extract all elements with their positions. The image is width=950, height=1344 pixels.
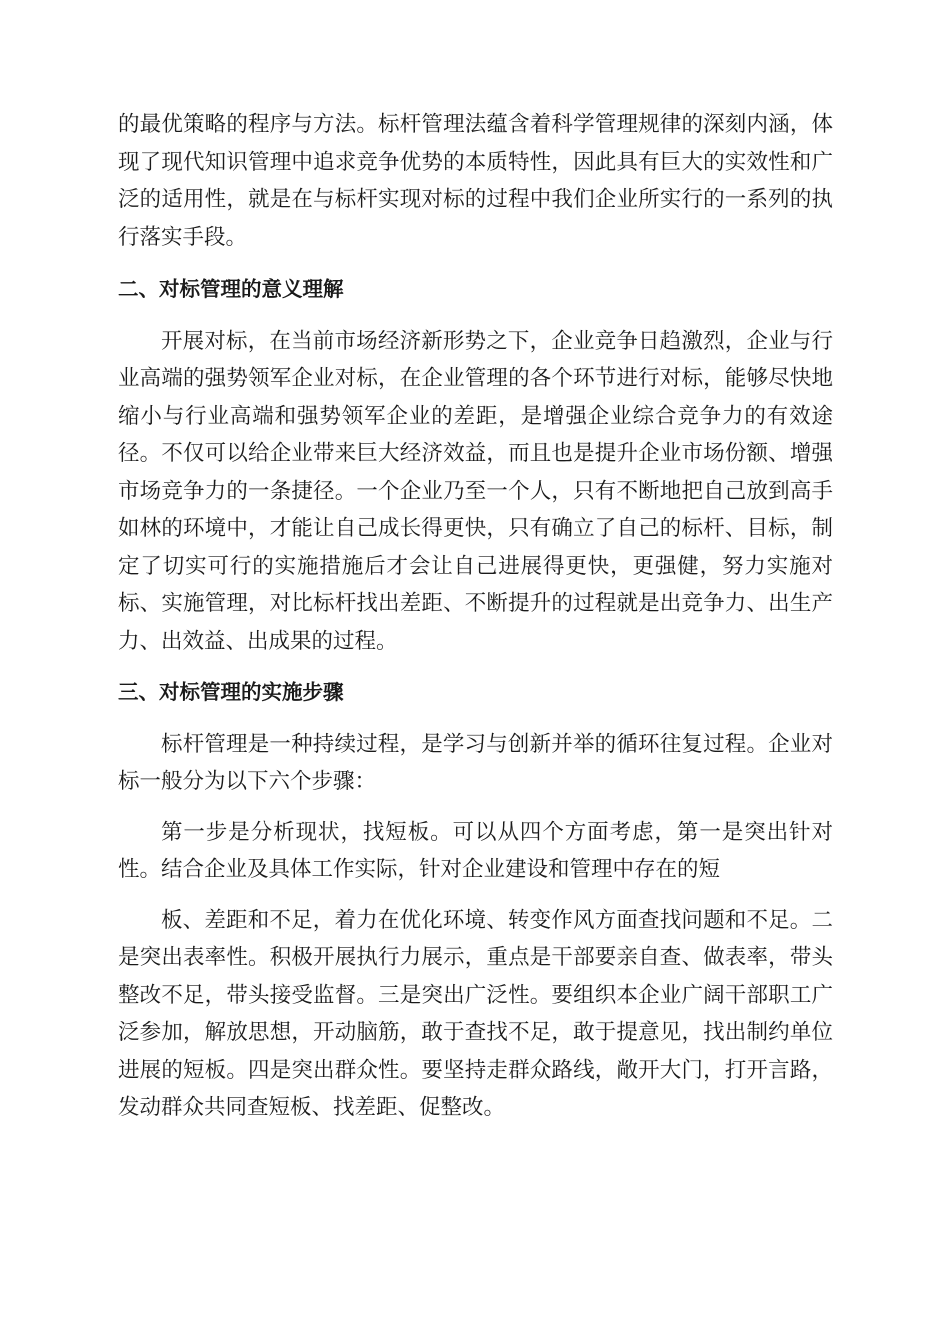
section-heading-2: 二、对标管理的意义理解 — [118, 277, 344, 301]
paragraph-steps-intro: 标杆管理是一种持续过程，是学习与创新并举的循环往复过程。企业对标一般分为以下六个步骤： — [118, 731, 833, 794]
section-heading-3: 三、对标管理的实施步骤 — [118, 680, 344, 704]
document-page — [118, 106, 833, 1127]
paragraph-step-one: 第一步是分析现状，找短板。可以从四个方面考虑，第一是突出针对性。结合企业及具体工作实际，针对企业建设和管理中存在的短 — [118, 819, 833, 882]
paragraph-step-one-continued: 板、差距和不足，着力在优化环境、转变作风方面查找问题和不足。二是突出表率性。积极开展执行力展示，重点是干部要亲自查、做表率，带头整改不足，带头接受监督。三是突出广泛性。要组织本企业广阔干部职工广泛参加，解放思想，开动脑筋，敢于查找不足，敢于提意见，找出制约单位进展的短板。四是突出群众性。要坚持走群众路线，敞开大门，打开言路，发动群众共同查短板、找差距、促整改。 — [118, 907, 833, 1120]
paragraph-significance: 开展对标，在当前市场经济新形势之下，企业竞争日趋激烈，企业与行业高端的强势领军企业对标，在企业管理的各个环节进行对标，能够尽快地缩小与行业高端和强势领军企业的差距，是增强企业综合竞争力的有效途径。不仅可以给企业带来巨大经济效益，而且也是提升企业市场份额、增强市场竞争力的一条捷径。一个企业乃至一个人，只有不断地把自己放到高手如林的环境中，才能让自己成长得更快，只有确立了自己的标杆、目标，制定了切实可行的实施措施后才会让自己进展得更快，更强健，努力实施对标、实施管理，对比标杆找出差距、不断提升的过程就是出竞争力、出生产力、出效益、出成果的过程。 — [118, 328, 833, 654]
paragraph-intro-continued: 的最优策略的程序与方法。标杆管理法蕴含着科学管理规律的深刻内涵，体现了现代知识管理中追求竞争优势的本质特性，因此具有巨大的实效性和广泛的适用性，就是在与标杆实现对标的过程中我们企业所实行的一系列的执行落实手段。 — [118, 112, 833, 250]
